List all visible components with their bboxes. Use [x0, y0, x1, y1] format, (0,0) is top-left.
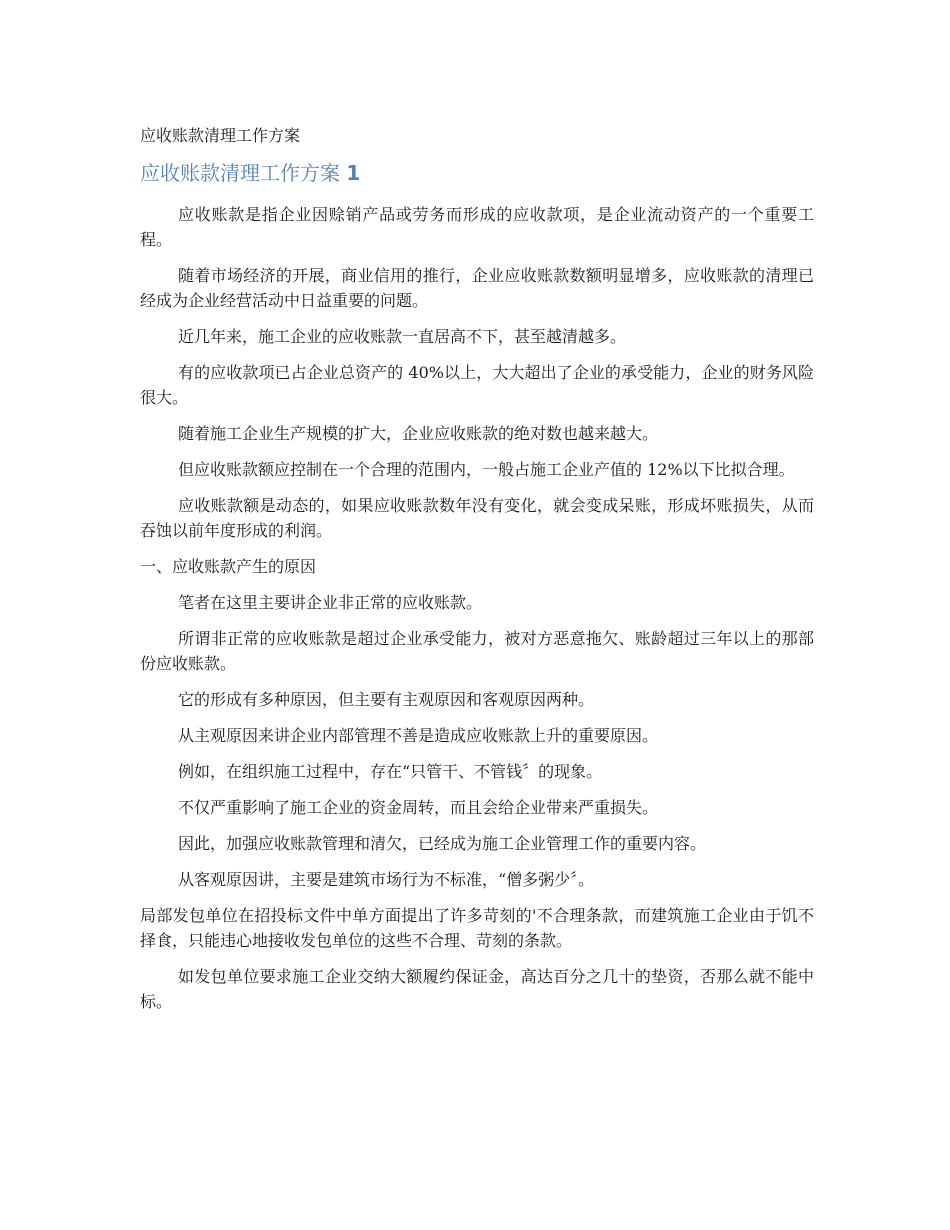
paragraph: 它的形成有多种原因，但主要有主观原因和客观原因两种。 — [178, 690, 595, 709]
paragraph: 所谓非正常的应收账款是超过企业承受能力，被对方恶意拖欠、账龄超过三年以上的那部份应收账款。 — [140, 629, 814, 673]
document-body — [140, 202, 814, 1014]
document-page — [140, 124, 814, 1025]
section-heading-text: 应收账款清理工作方案 — [140, 161, 340, 185]
document-title: 应收账款清理工作方案 — [140, 126, 301, 145]
paragraph: 例如，在组织施工过程中，存在“只管干、不管钱〞的现象。 — [178, 762, 603, 781]
paragraph: 应收账款额是动态的，如果应收账款数年没有变化，就会变成呆账，形成坏账损失，从而吞蚀以前年度形成的利润。 — [140, 496, 814, 540]
paragraph: 应收账款是指企业因赊销产品或劳务而形成的应收款项，是企业流动资产的一个重要工程。 — [140, 205, 814, 249]
paragraph: 从主观原因来讲企业内部管理不善是造成应收账款上升的重要原因。 — [178, 726, 659, 745]
paragraph: 不仅严重影响了施工企业的资金周转，而且会给企业带来严重损失。 — [178, 798, 659, 817]
paragraph: 随着施工企业生产规模的扩大，企业应收账款的绝对数也越来越大。 — [178, 424, 659, 443]
section-heading-number: 1 — [346, 161, 361, 185]
paragraph: 局部发包单位在招投标文件中单方面提出了许多苛刻的'不合理条款，而建筑施工企业由于饥不择食，只能违心地接收发包单位的这些不合理、苛刻的条款。 — [140, 906, 814, 950]
section-subheading: 一、应收账款产生的原因 — [140, 557, 317, 576]
paragraph: 随着市场经济的开展，商业信用的推行，企业应收账款数额明显增多，应收账款的清理已经成为企业经营活动中日益重要的问题。 — [140, 266, 814, 310]
paragraph: 有的应收款项已占企业总资产的 40%以上，大大超出了企业的承受能力，企业的财务风险很大。 — [140, 363, 814, 407]
paragraph: 从客观原因讲，主要是建筑市场行为不标准，“僧多粥少〞。 — [178, 870, 595, 889]
paragraph: 近几年来，施工企业的应收账款一直居高不下，甚至越清越多。 — [178, 327, 627, 346]
paragraph: 笔者在这里主要讲企业非正常的应收账款。 — [178, 593, 483, 612]
paragraph: 但应收账款额应控制在一个合理的范围内，一般占施工企业产值的 12%以下比拟合理。 — [178, 460, 795, 479]
paragraph: 因此，加强应收账款管理和清欠，已经成为施工企业管理工作的重要内容。 — [178, 834, 707, 853]
section-heading — [140, 158, 814, 188]
paragraph: 如发包单位要求施工企业交纳大额履约保证金，高达百分之几十的垫资，否那么就不能中标。 — [140, 967, 814, 1011]
